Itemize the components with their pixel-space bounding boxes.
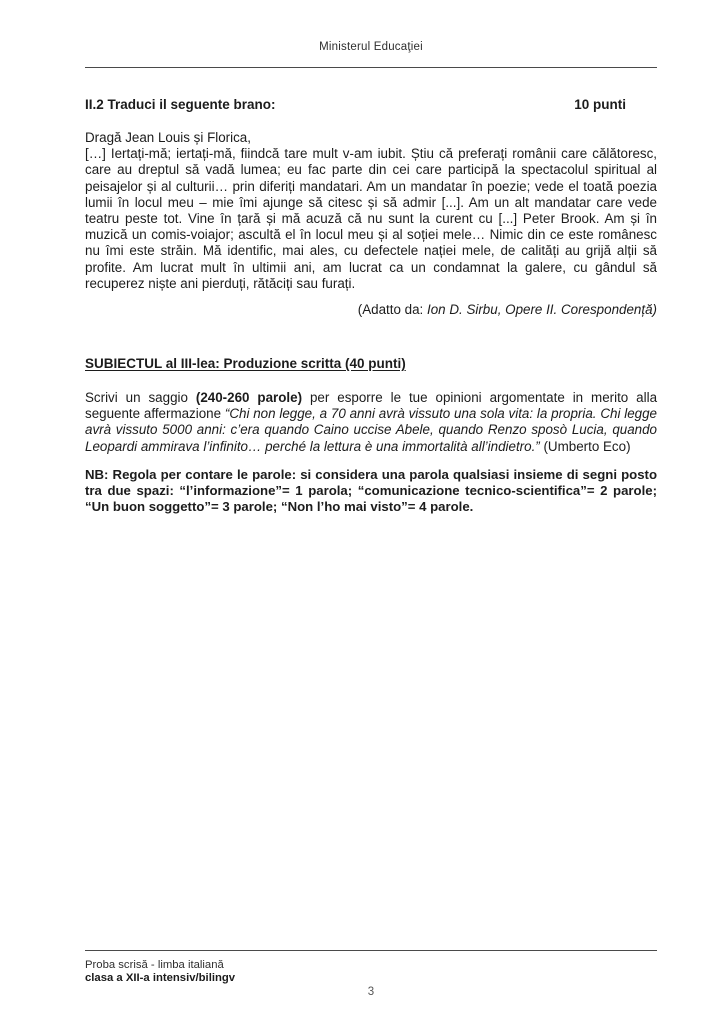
word-count-note: NB: Regola per contare le parole: si considera una parola qualsiasi insieme di segni posto tra due spazi: “l’informazione”= 1 parola; “comunicazione tecnico-scientifica”= 2 parole; “Un buon soggetto”= 3 parole; “Non l’ho mai visto”= 4 parole. <box>85 467 657 514</box>
attribution-prefix: (Adatto da: <box>357 302 427 317</box>
task-word-limit: (240-260 parole) <box>195 390 303 405</box>
task-quote-author: (Umberto Eco) <box>539 438 631 454</box>
attribution-source: Ion D. Sirbu, Opere II. Corespondență) <box>427 302 657 317</box>
page-number: 3 <box>367 986 375 998</box>
translation-points-label: 10 punti <box>574 97 626 112</box>
task-intro: Scrivi un saggio <box>85 390 196 405</box>
letter-salutation: Dragă Jean Louis și Florica, <box>85 130 251 145</box>
footer <box>85 959 657 986</box>
writing-task-paragraph <box>85 390 657 455</box>
writing-section-heading: SUBIECTUL al III-lea: Produzione scritta (40 punti) <box>85 356 406 371</box>
translation-section-heading-row <box>85 97 657 112</box>
attribution <box>85 302 657 317</box>
ministry-header: Ministerul Educaţiei <box>319 41 423 53</box>
task-mid: per esporre le tue opinioni argomentate in merito alla seguente affermazione <box>85 390 658 422</box>
header-rule <box>85 67 657 68</box>
translation-section-heading: II.2 Traduci il seguente brano: <box>85 97 276 112</box>
letter-body: […] Iertați-mă; iertați-mă, fiindcă tare mult v-am iubit. Știu că preferați românii care călătoresc, care au dreptul să vadă lumea; eu fac parte din cei care participă la spectacolul spiritual al peisajelor și al culturii… prin diferiți mandatari. Am un mandatar în poezie; vede el toată poezia lumii în locul meu – mie îmi ajunge să citesc și să admir [...]. Am un alt mandatar care vede teatru peste tot. Vine în țară și mă acuză că nu sunt la curent cu [...] Peter Brook. Am și în muzică un comis-voiajor; ascultă el în locul meu și al soției mele… Nimic din ce este românesc nu îmi este străin. Mă identific, mai ales, cu defectele nației mele, de calități au grijă alții să profite. Am lucrat mult în ultimii ani, am lucrat ca un condamnat la galere, cu gândul să recuperez niște ani pierduți, rătăciți sau furați. <box>85 146 657 291</box>
letter-text <box>85 130 657 292</box>
footer-rule <box>85 950 657 951</box>
task-quote: “Chi non legge, a 70 anni avrà vissuto una sola vita: la propria. Chi legge avrà vissuto 5000 anni: c’era quando Caino uccise Abele, quando Renzo sposò Lucia, quando Leopardi ammirava l’infinito… perché la lettura è una immortalità all’indietro.” <box>85 406 657 454</box>
footer-exam-type: Proba scrisă - limba italiană <box>85 959 224 971</box>
footer-class-line: clasa a XII-a intensiv/bilingv <box>85 972 236 985</box>
